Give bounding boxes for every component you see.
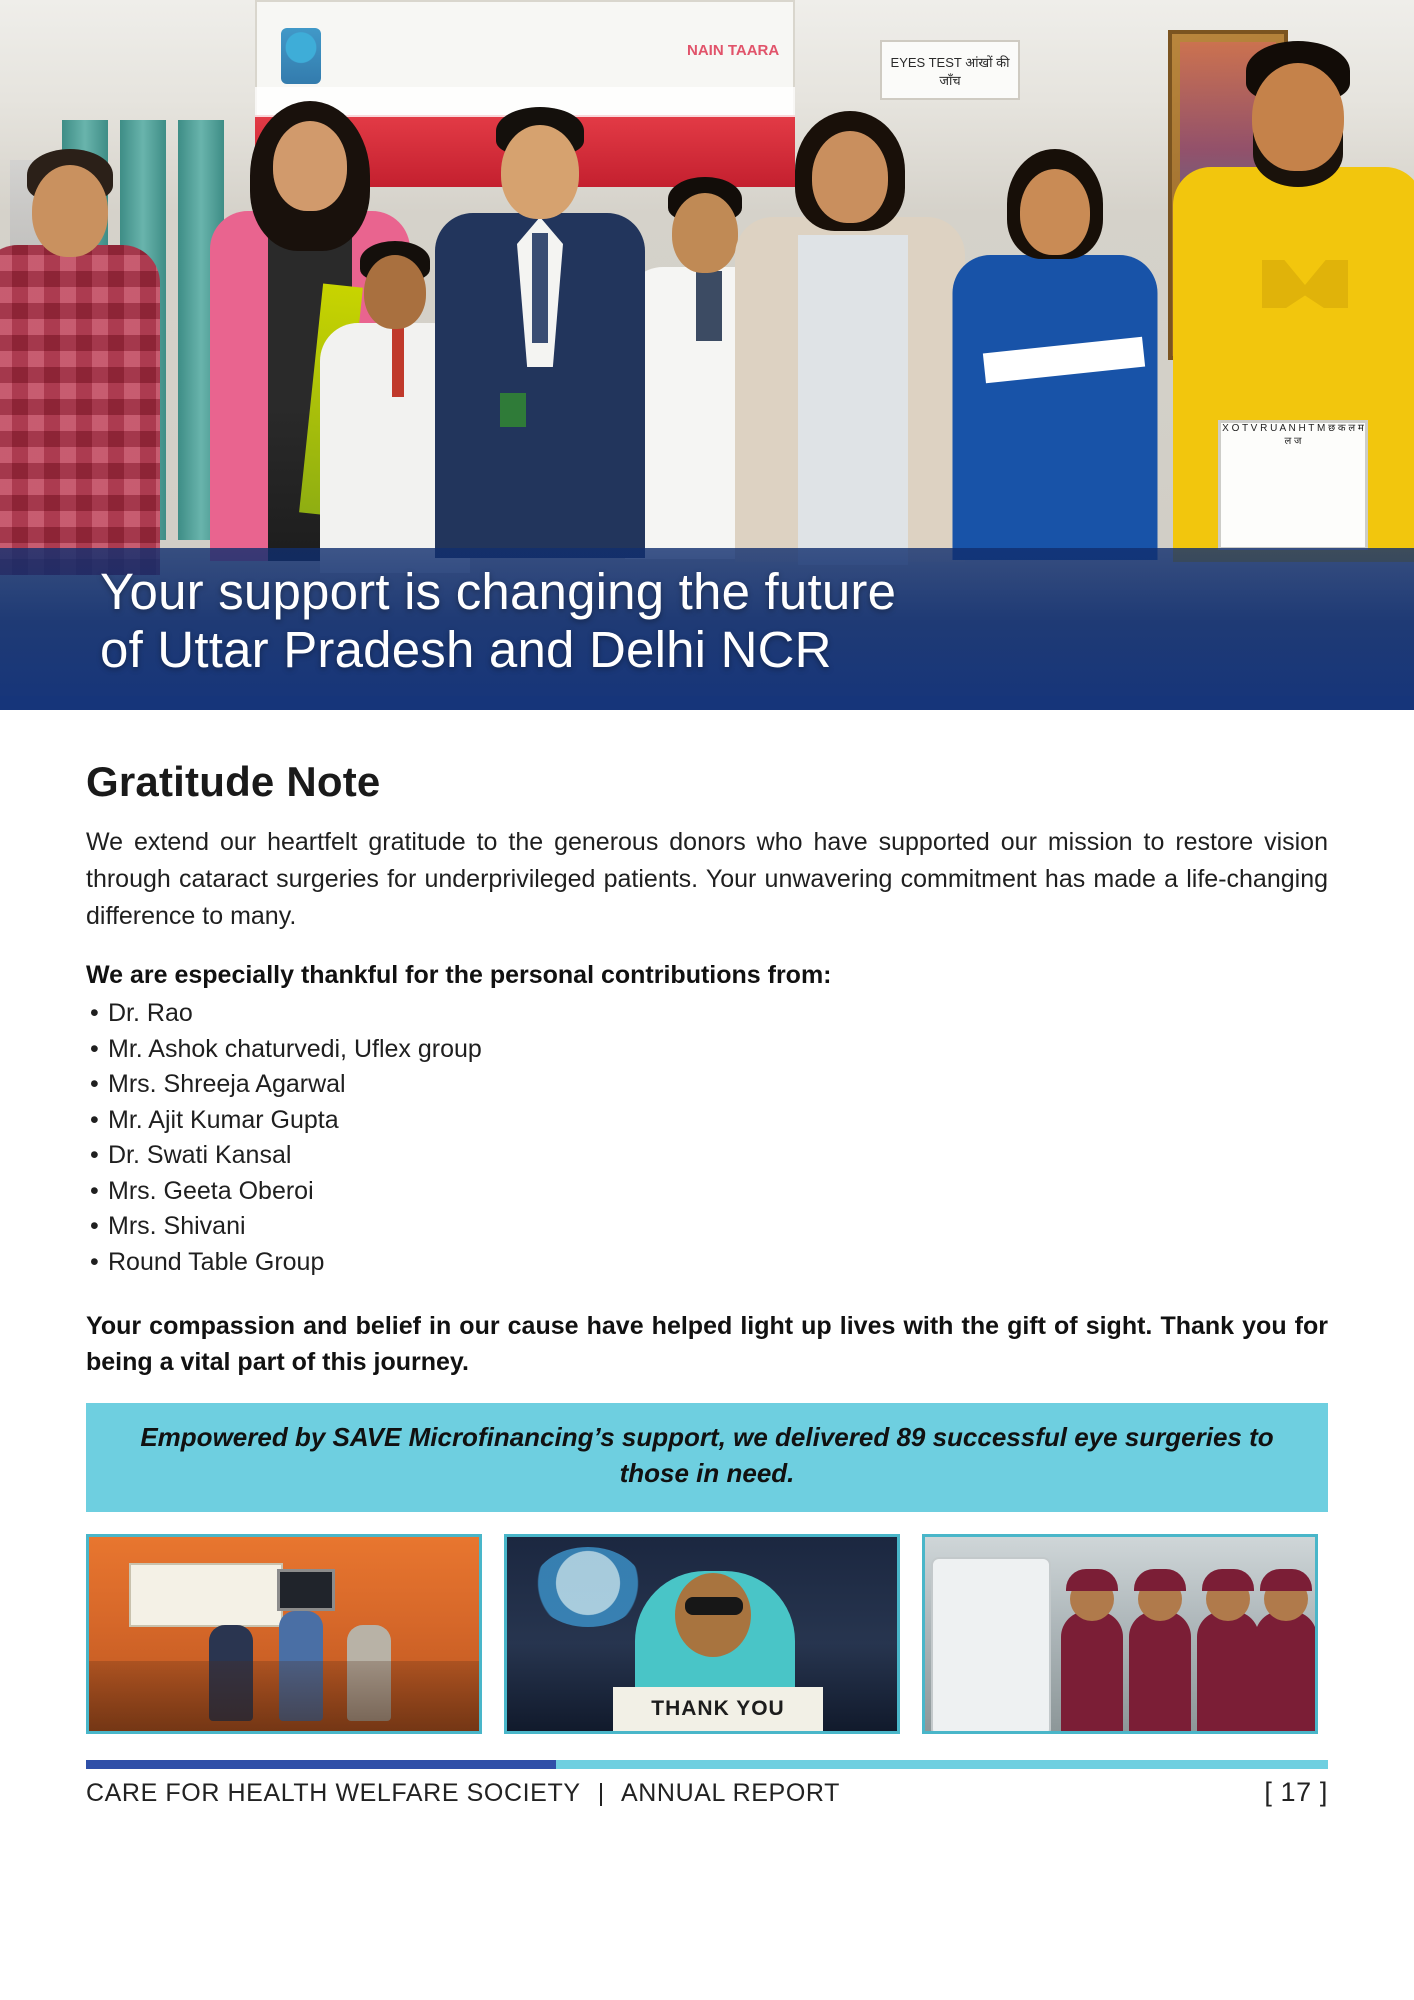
monitor-icon: [277, 1569, 335, 1611]
list-item: • Round Table Group: [86, 1245, 1328, 1281]
beneficiary-face: [675, 1573, 751, 1657]
photo-eye-camp: [86, 1534, 482, 1734]
person-6-scarf: [798, 235, 908, 565]
school-child-1: [1061, 1611, 1123, 1731]
hero-title-line-2: of Uttar Pradesh and Delhi NCR: [100, 621, 832, 679]
list-item: • Dr. Swati Kansal: [86, 1138, 1328, 1174]
person-6-head: [812, 131, 888, 223]
school-child-4: [1255, 1611, 1317, 1731]
person-7-body: [953, 255, 1158, 560]
intro-paragraph: We extend our heartfelt gratitude to the generous donors who have supported our mission to restore vision through cataract surgeries for underprivileged patients. Your unwavering commitment has made a life-changing difference to many.: [86, 828, 1328, 930]
photo-strip: [86, 1534, 1328, 1734]
hero-bottom-band: [0, 696, 1414, 710]
donors-heading: We are especially thankful for the personal contributions from:: [86, 961, 832, 989]
camp-figure-1: [209, 1625, 253, 1721]
person-7: [960, 115, 1150, 555]
person-5-collar: [696, 271, 722, 341]
highlight-callout: [86, 1403, 1328, 1513]
thank-you-sign: THANK YOU: [613, 1687, 823, 1731]
person-1: [0, 125, 150, 555]
hero-title: [100, 563, 1294, 680]
closing-paragraph: Your compassion and belief in our cause have helped light up lives with the gift of sight. Thank you for being a vital part of this journey.: [86, 1312, 1328, 1377]
eye-chart-board: [1218, 420, 1368, 550]
camp-figure-2: [279, 1611, 323, 1721]
banner-brand-text: NAIN TAARA: [687, 42, 780, 59]
eye-chart-text: X O T V R U A N H T M छ क ल म ल ज: [1222, 423, 1364, 447]
highlight-text: Empowered by SAVE Microfinancing’s support, we delivered 89 successful eye surgeries to those in need.: [140, 1421, 1274, 1489]
person-1-head: [32, 165, 108, 257]
person-6: [740, 85, 960, 555]
list-item: • Mrs. Geeta Oberoi: [86, 1174, 1328, 1210]
list-item: • Mrs. Shreeja Agarwal: [86, 1067, 1328, 1103]
footer-organisation: CARE FOR HEALTH WELFARE SOCIETY: [86, 1779, 581, 1808]
footer-divider-left: [86, 1760, 556, 1769]
photo-thank-you-beneficiary: [504, 1534, 900, 1734]
footer-divider-right: [556, 1760, 1328, 1769]
person-5-head: [672, 193, 738, 273]
person-4-tie: [532, 233, 548, 343]
person-4-badge: [500, 393, 526, 427]
person-1-body: [0, 245, 160, 575]
school-child-2: [1129, 1611, 1191, 1731]
list-item: • Mrs. Shivani: [86, 1209, 1328, 1245]
page-content: [0, 710, 1414, 1808]
person-7-head: [1020, 169, 1090, 255]
page-title: Gratitude Note: [86, 758, 381, 805]
photo-school-screening: [922, 1534, 1318, 1734]
list-item: • Mr. Ashok chaturvedi, Uflex group: [86, 1032, 1328, 1068]
school-child-3: [1197, 1611, 1259, 1731]
footer-left: [86, 1779, 840, 1808]
list-item: • Dr. Rao: [86, 996, 1328, 1032]
list-item: • Mr. Ajit Kumar Gupta: [86, 1103, 1328, 1139]
sunglasses-icon: [685, 1597, 743, 1615]
footer-separator: |: [597, 1779, 605, 1808]
footer-divider: [86, 1760, 1328, 1769]
eyes-test-sign: EYES TEST आंखों की जाँच: [880, 40, 1020, 100]
person-3-head: [364, 255, 426, 329]
person-8-head: [1252, 63, 1344, 171]
eye-screening-machine: [931, 1557, 1051, 1734]
person-4: [440, 75, 640, 555]
hero-photo-section: [0, 0, 1414, 710]
banner-logo-icon: [281, 28, 321, 84]
donors-list: [86, 996, 1328, 1280]
hero-title-line-1: Your support is changing the future: [100, 562, 897, 620]
page-number: [ 17 ]: [1264, 1777, 1328, 1808]
person-3-tie: [392, 327, 404, 397]
person-4-head: [501, 125, 579, 219]
camp-figure-3: [347, 1625, 391, 1721]
page-footer: [86, 1777, 1328, 1808]
footer-document: ANNUAL REPORT: [620, 1779, 840, 1808]
